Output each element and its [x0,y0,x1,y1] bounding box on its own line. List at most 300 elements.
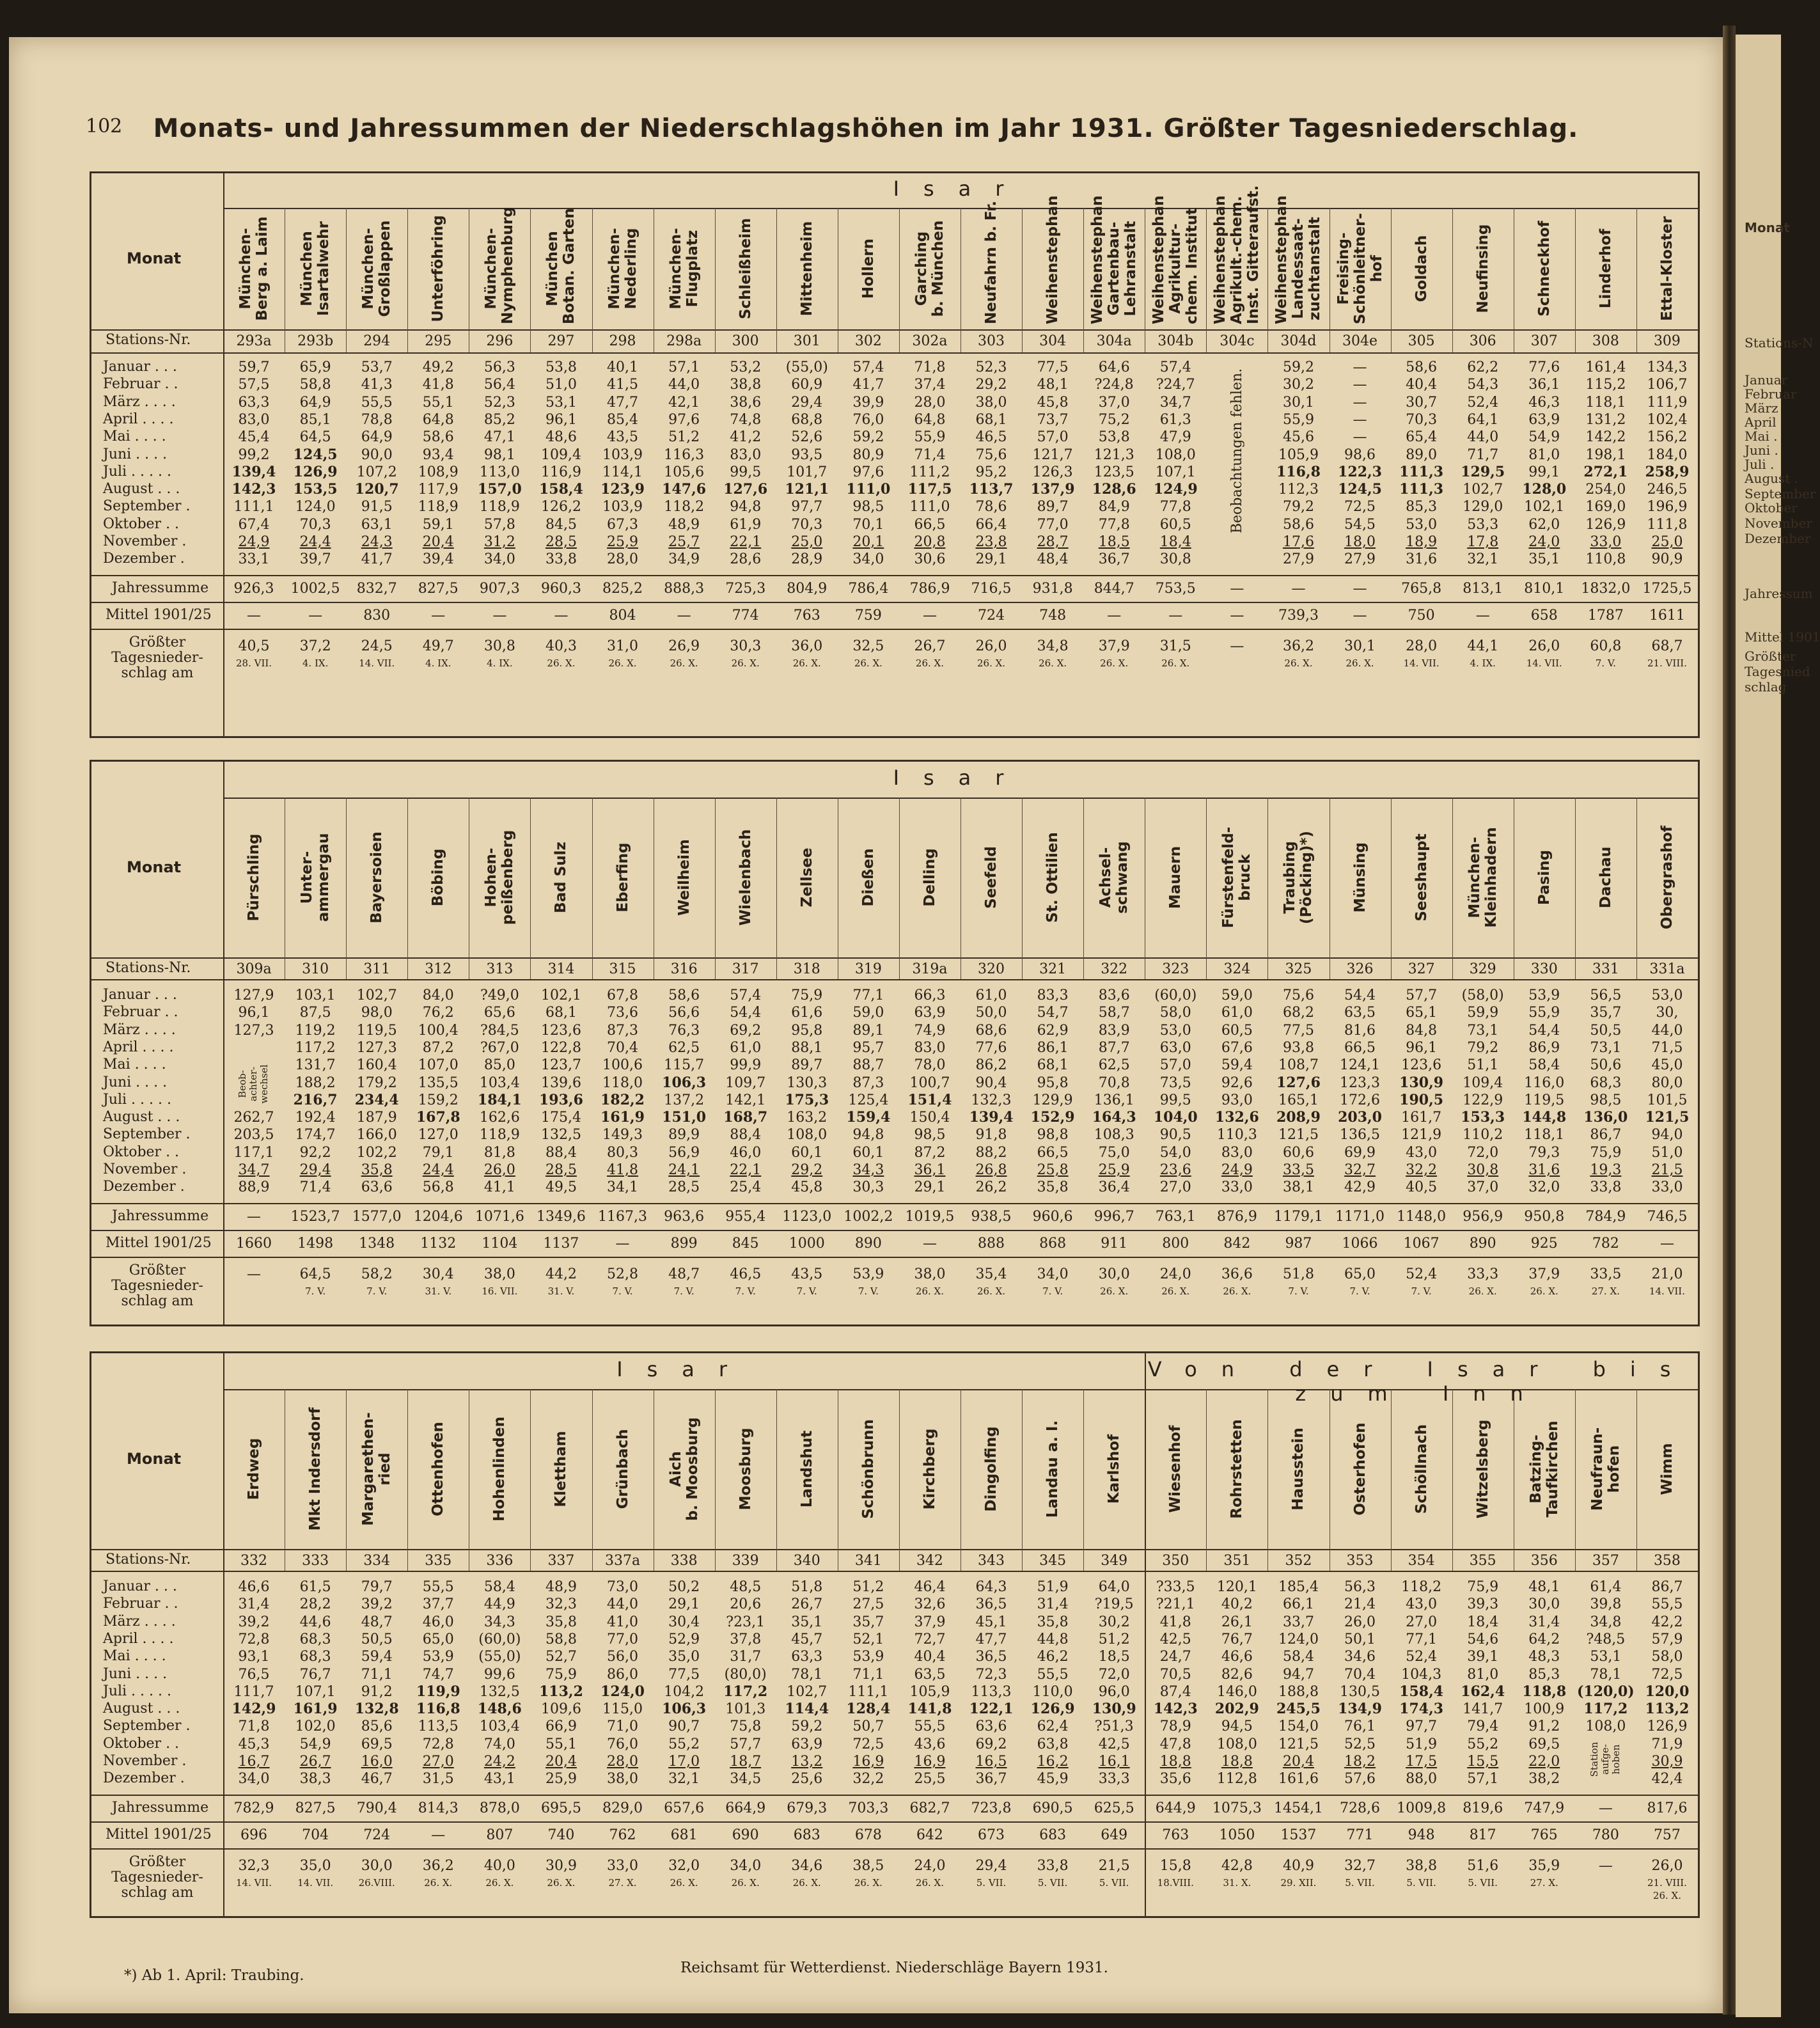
table-cell: 26,8 [975,1162,1007,1178]
table-cell: 21,5 [1651,1162,1683,1178]
jahressumme-cell: 813,1 [1463,580,1503,597]
mittel-cell: — [615,1235,630,1252]
max-daily-value: — [1598,1857,1613,1874]
mittel-cell: 649 [1101,1827,1128,1843]
max-daily-date: 5. VII. [976,1876,1007,1889]
table-cell: 127,3 [233,1022,274,1039]
mittel-cell: — [554,607,569,624]
mittel-cell: 1537 [1280,1827,1317,1843]
table-cell: 78,9 [1159,1718,1191,1735]
max-daily-value: — [247,1266,262,1282]
max-daily-date: 26.VIII. [358,1876,395,1889]
max-daily-date: 14. VII. [297,1876,334,1889]
max-daily-date: 31. V. [425,1285,452,1297]
max-daily-date: 26. X. [977,657,1006,669]
station-number: 303 [978,333,1005,349]
table-cell: 71,4 [299,1179,331,1196]
table-cell: 77,0 [1037,516,1069,533]
table-cell: 119,5 [356,1022,397,1039]
jahressumme-cell: 1071,6 [475,1208,524,1225]
table-cell: 59,4 [361,1649,393,1665]
table-cell: 126,9 [1585,516,1626,533]
max-daily-date: 26. X. [854,657,883,669]
jahressumme-cell: 1577,0 [352,1208,402,1225]
table-cell: 95,8 [791,1022,823,1039]
station-number: 304a [1096,333,1132,349]
row-label-stations-nr: Stations-Nr. [106,1552,191,1568]
jahressumme-cell: 827,5 [295,1800,336,1816]
rule [1267,798,1268,979]
table-cell: 90,0 [361,446,393,463]
table-cell: 65,4 [1406,429,1438,446]
table-cell: 85,3 [1406,499,1438,515]
station-number: 310 [302,961,329,977]
table-cell: 216,7 [293,1091,338,1108]
table-cell: 54,4 [1528,1022,1560,1039]
table-cell: 39,4 [422,551,454,568]
max-daily-value: 37,9 [1098,638,1130,654]
max-daily-value: 30,1 [1344,638,1376,654]
table-cell: 42,1 [668,394,700,411]
max-daily-value: 48,7 [668,1266,700,1282]
table-cell: 53,0 [1651,987,1683,1003]
jahressumme-cell: 878,0 [479,1800,520,1816]
jahressumme-cell: 814,3 [418,1800,459,1816]
table-cell: 110,8 [1585,551,1626,568]
table-cell: 108,0 [1585,1718,1626,1735]
table-cell: 91,2 [1528,1718,1560,1735]
max-daily-value: 24,0 [1159,1266,1191,1282]
table-cell: 115,7 [664,1057,705,1074]
row-label-month: März . . . . [103,1021,176,1038]
row-label-month: Januar . . . [103,359,177,375]
mittel-cell: — [922,607,937,624]
table-block-3 [90,1351,1700,1918]
table-cell: 53,1 [545,394,577,411]
table-cell: 71,8 [238,1718,270,1735]
max-daily-date: 7. V. [673,1285,694,1297]
max-daily-date: 7. V. [366,1285,388,1297]
station-name: Traubing (Pöcking)*) [1282,831,1315,924]
edge-label: Oktober [1745,500,1798,515]
table-cell: 57,9 [1651,1631,1683,1647]
table-cell: 70,5 [1159,1666,1191,1683]
rule [91,602,1698,603]
table-cell: 26,1 [1221,1614,1253,1630]
table-cell: 78,0 [914,1057,946,1074]
table-cell: 59,0 [1221,987,1253,1003]
table-cell: 111,1 [848,1683,889,1700]
table-cell: 60,6 [1282,1144,1314,1161]
table-cell: 53,7 [361,359,393,375]
publisher-line: Reichsamt für Wetterdienst. Niederschläge Bayern 1931. [680,1960,1108,1976]
rule [1452,208,1453,352]
station-number: 354 [1408,1553,1435,1569]
table-cell: 45,6 [1282,429,1314,446]
table-cell: 64,0 [1098,1579,1130,1595]
max-daily-date: 26. X. [792,657,821,669]
table-cell: 108,0 [1216,1736,1257,1752]
max-daily-date: 26. X. [1530,1285,1558,1297]
edge-label: August . [1745,471,1799,486]
table-cell: 68,3 [299,1631,331,1647]
table-cell: 25,0 [1651,534,1683,550]
table-cell: 32,1 [1467,551,1499,568]
table-cell: 65,6 [483,1005,515,1021]
table-cell: 130,3 [787,1074,828,1091]
station-name: Wimm [1658,1443,1675,1495]
mittel-cell: 1050 [1219,1827,1255,1843]
table-cell: 160,4 [356,1057,397,1074]
station-name: Münsing [1351,842,1369,913]
max-daily-value: 24,5 [361,638,393,654]
table-cell: 50,0 [975,1005,1007,1021]
table-cell: 119,2 [295,1022,336,1039]
table-cell: 70,3 [299,516,331,533]
max-daily-value: 34,6 [791,1857,823,1874]
max-daily-value: 51,6 [1467,1857,1499,1874]
table-cell: 74,7 [422,1666,454,1683]
mittel-cell: 696 [240,1827,268,1843]
max-daily-value: 33,3 [1467,1266,1499,1282]
table-cell: 66,1 [1282,1596,1314,1613]
table-cell: 99,6 [483,1666,515,1683]
mittel-cell: 780 [1592,1827,1619,1843]
table-cell: 18,8 [1221,1754,1253,1770]
station-name: St. Ottilien [1044,832,1062,923]
table-cell: 135,5 [418,1074,459,1091]
station-name: Fürstenfeld- bruck [1220,826,1254,929]
table-cell: 57,1 [1467,1771,1499,1788]
table-cell: 24,0 [1528,534,1560,550]
table-cell: 31,6 [1528,1162,1560,1178]
mittel-cell: 690 [732,1827,759,1843]
table-cell: 120,0 [1645,1683,1690,1700]
table-cell: 46,0 [730,1144,762,1161]
jahressumme-cell: 960,3 [540,580,581,597]
max-daily-value: 30,4 [422,1266,454,1282]
table-cell: 75,8 [730,1718,762,1735]
table-cell: 190,5 [1399,1091,1444,1108]
table-cell: 45,8 [791,1179,823,1196]
station-name: Schleißheim [737,217,754,320]
station-number: 302a [912,333,948,349]
table-cell: 17,5 [1406,1754,1438,1770]
rule [1391,1389,1392,1571]
table-cell: 30,8 [1467,1162,1499,1178]
table-cell: 122,1 [969,1701,1014,1718]
table-cell: 70,4 [1344,1666,1376,1683]
jahressumme-cell: 1123,0 [782,1208,832,1225]
station-name: Freising- Schönleitner- hof [1335,213,1385,324]
table-cell: 90,4 [975,1074,1007,1091]
table-cell: 114,4 [785,1701,829,1718]
jahressumme-cell: 825,2 [602,580,643,597]
table-cell: 58,4 [483,1579,515,1595]
table-cell: 55,9 [1282,411,1314,428]
table-cell: 51,9 [1037,1579,1069,1595]
station-number: 312 [425,961,452,977]
table-cell: 42,9 [1344,1179,1376,1196]
table-cell: 139,4 [969,1109,1014,1126]
table-cell: 31,5 [422,1771,454,1788]
station-number: 351 [1223,1553,1251,1569]
rule [1452,798,1453,979]
table-cell: 41,1 [483,1179,515,1196]
table-cell: 80,9 [852,446,884,463]
table-cell: 34,9 [668,551,700,568]
table-cell: 40,5 [1406,1179,1438,1196]
table-cell: 93,0 [1221,1092,1253,1108]
max-daily-date: 26. X. [731,657,760,669]
table-cell: 84,9 [1098,499,1130,515]
table-cell: 161,7 [1401,1110,1442,1126]
table-cell: 118,8 [1522,1683,1567,1700]
station-name: Weihenstephan [1044,195,1062,324]
table-cell: 56,3 [1344,1579,1376,1595]
table-cell: 39,1 [1467,1649,1499,1665]
table-cell: 67,3 [607,516,639,533]
table-cell: 25,9 [545,1771,577,1788]
table-cell: 25,6 [791,1771,823,1788]
table-cell: 139,4 [231,463,276,480]
jahressumme-cell: 844,7 [1094,580,1134,597]
max-daily-date: 26. X. [1161,657,1190,669]
table-cell: 127,6 [723,481,768,498]
table-cell: 161,9 [293,1701,338,1718]
table-cell: 85,6 [361,1718,393,1735]
table-cell: 116,9 [540,464,581,480]
jahressumme-cell: 926,3 [233,580,274,597]
edge-label: Januar [1745,372,1788,388]
edge-label: Februar [1745,386,1797,402]
max-daily-date: 26. X. [424,1876,453,1889]
table-cell: 164,3 [1092,1109,1136,1126]
station-name: Landau a. I. [1044,1420,1062,1518]
jahressumme-cell: 888,3 [664,580,705,597]
station-number: 309 [1653,333,1681,349]
station-name: München- Berg a. Laim [237,216,271,321]
table-cell: 37,0 [1098,394,1130,411]
table-cell: 58,8 [299,377,331,393]
station-number: 340 [793,1553,820,1569]
table-cell: 122,3 [1338,463,1382,480]
table-cell: 151,4 [907,1091,952,1108]
table-cell: 60,1 [852,1144,884,1161]
table-cell: 102,7 [356,987,397,1003]
table-cell: 121,9 [1401,1127,1442,1144]
table-cell: 185,4 [1278,1579,1319,1595]
table-cell: 118,9 [479,499,520,515]
table-cell: 46,6 [1221,1649,1253,1665]
mittel-cell: — [1659,1235,1674,1252]
rule [91,329,1698,331]
max-daily-date: 14. VII. [236,1876,272,1889]
max-daily-date: 7. V. [796,1285,817,1297]
jahressumme-cell: — [1230,580,1244,597]
table-cell: 28,0 [607,551,639,568]
table-cell: 59,9 [1467,1005,1499,1021]
rule [91,1257,1698,1258]
table-cell: 141,7 [1463,1701,1503,1718]
table-cell: 56,6 [668,1005,700,1021]
table-cell: 87,5 [299,1005,331,1021]
table-cell: 92,2 [299,1144,331,1161]
table-cell: 136,0 [1583,1109,1628,1126]
table-cell: — [1353,359,1367,375]
table-cell: 57,5 [238,377,270,393]
table-cell: 99,5 [1159,1092,1191,1108]
row-label-month: Dezember . [103,551,185,567]
table-cell: 119,5 [1524,1092,1565,1108]
table-cell: 128,4 [846,1701,891,1718]
station-number: 334 [363,1553,391,1569]
station-number: 304 [1039,333,1067,349]
table-cell: 87,2 [422,1039,454,1056]
table-cell: 65,1 [1406,1005,1438,1021]
table-cell: ?49,0 [480,987,519,1003]
table-cell: 99,2 [238,446,270,463]
table-cell: 42,4 [1651,1771,1683,1788]
table-cell: 122,8 [540,1039,581,1056]
table-cell: 101,3 [725,1701,766,1718]
table-cell: 45,7 [791,1631,823,1647]
table-cell: 111,3 [1399,463,1444,480]
station-number: 304e [1342,333,1378,349]
table-cell: 106,7 [1647,377,1688,393]
table-cell: 77,5 [668,1666,700,1683]
table-cell: 121,1 [785,481,829,498]
table-cell: 30,8 [1159,551,1191,568]
table-cell: 59,2 [1282,359,1314,375]
mittel-cell: 763 [793,607,820,624]
max-daily-date: 4. IX. [425,657,451,669]
table-cell: 70,4 [607,1039,639,1056]
table-cell: 98,5 [914,1127,946,1144]
max-daily-date: 26. X. [1284,657,1313,669]
table-cell: 43,5 [607,429,639,446]
table-cell: 154,0 [1278,1718,1319,1735]
table-cell: 20,1 [852,534,884,550]
row-label-month: September . [103,1126,191,1143]
rule [1267,1389,1268,1571]
table-cell: 102,0 [295,1718,336,1735]
table-cell: 56,8 [422,1179,454,1196]
table-cell: 39,8 [1590,1596,1622,1613]
table-cell: 161,4 [1585,359,1626,375]
station-name: Neufraun- hofen [1589,1427,1622,1511]
table-cell: 70,3 [791,516,823,533]
table-cell: 71,1 [361,1666,393,1683]
rule [1022,798,1023,979]
max-daily-date: 29. XII. [1280,1876,1317,1889]
table-cell: 52,6 [791,429,823,446]
table-cell: 136,5 [1340,1127,1381,1144]
jahressumme-cell: 950,8 [1524,1208,1565,1225]
table-cell: 50,7 [852,1718,884,1735]
station-name: Ottenhofen [430,1422,447,1516]
table-cell: 55,5 [914,1718,946,1735]
table-cell: 75,9 [545,1666,577,1683]
table-cell: 124,0 [600,1683,645,1700]
mittel-cell: 673 [978,1827,1005,1843]
table-cell: 20,8 [914,534,946,550]
table-cell: 54,5 [1344,516,1376,533]
station-name: Rohrstetten [1228,1419,1246,1519]
table-cell: 32,1 [668,1771,700,1788]
table-cell: 34,7 [1159,394,1191,411]
table-cell: 78,6 [975,499,1007,515]
edge-label: November [1745,515,1812,531]
rule [1083,1389,1084,1571]
jahressumme-cell: 938,5 [971,1208,1012,1225]
jahressumme-cell: 723,8 [971,1800,1012,1816]
table-cell: 117,2 [1583,1701,1628,1718]
table-cell: 46,7 [361,1771,393,1788]
row-label-month: März . . . . [103,393,176,410]
max-daily-value: 26,0 [1528,638,1560,654]
table-cell: 34,3 [852,1162,884,1178]
table-cell: 73,1 [1590,1039,1622,1056]
table-cell: 92,6 [1221,1074,1253,1091]
mittel-cell: — [922,1235,937,1252]
station-number: 321 [1039,961,1067,977]
max-daily-date: 16. VII. [482,1285,518,1297]
table-cell: 130,9 [1399,1074,1444,1091]
jahressumme-cell: 996,7 [1094,1208,1134,1225]
table-cell: 76,0 [852,411,884,428]
table-cell: 118,2 [1401,1579,1442,1595]
table-cell: 130,9 [1092,1701,1136,1718]
jahressumme-cell: 716,5 [971,580,1012,597]
jahressumme-cell: 1832,0 [1581,580,1631,597]
table-cell: 100,4 [418,1022,459,1039]
mittel-cell: 763 [1162,1827,1189,1843]
table-cell: 54,4 [730,1005,762,1021]
table-cell: 33,1 [238,551,270,568]
table-cell: 98,1 [483,446,515,463]
table-cell: 25,4 [730,1179,762,1196]
table-cell: 98,6 [1344,446,1376,463]
station-number: 333 [302,1553,329,1569]
mittel-cell: 899 [670,1235,698,1252]
table-cell: 31,4 [1528,1614,1560,1630]
max-daily-value: 49,7 [422,638,454,654]
page-title: Monats- und Jahressummen der Niederschlagshöhen im Jahr 1931. Größter Tagesniederschlag. [153,114,1579,143]
station-number: 324 [1223,961,1251,977]
station-name: Obergrashof [1658,825,1675,930]
station-number: 306 [1469,333,1496,349]
max-daily-date: 5. VII. [1345,1876,1375,1889]
table-cell: 40,4 [914,1649,946,1665]
station-name: Weihenstephan Landessaat- zuchtanstalt [1273,195,1324,324]
table-cell: 83,3 [1037,987,1069,1003]
table-cell: 54,3 [1467,377,1499,393]
station-number: 330 [1530,961,1558,977]
table-cell: 126,9 [1030,1701,1075,1718]
table-cell: 20,4 [422,534,454,550]
table-cell: 57,6 [1344,1771,1376,1788]
max-daily-date: 26. X. [1223,1285,1251,1297]
station-number: 314 [547,961,575,977]
table-cell: 131,2 [1585,411,1626,428]
table-cell: 203,5 [233,1127,274,1144]
table-cell: 63,1 [361,516,393,533]
table-cell: 91,8 [975,1127,1007,1144]
table-cell: 83,0 [238,411,270,428]
mittel-cell: 911 [1101,1235,1128,1252]
max-daily-value: 24,0 [914,1857,946,1874]
